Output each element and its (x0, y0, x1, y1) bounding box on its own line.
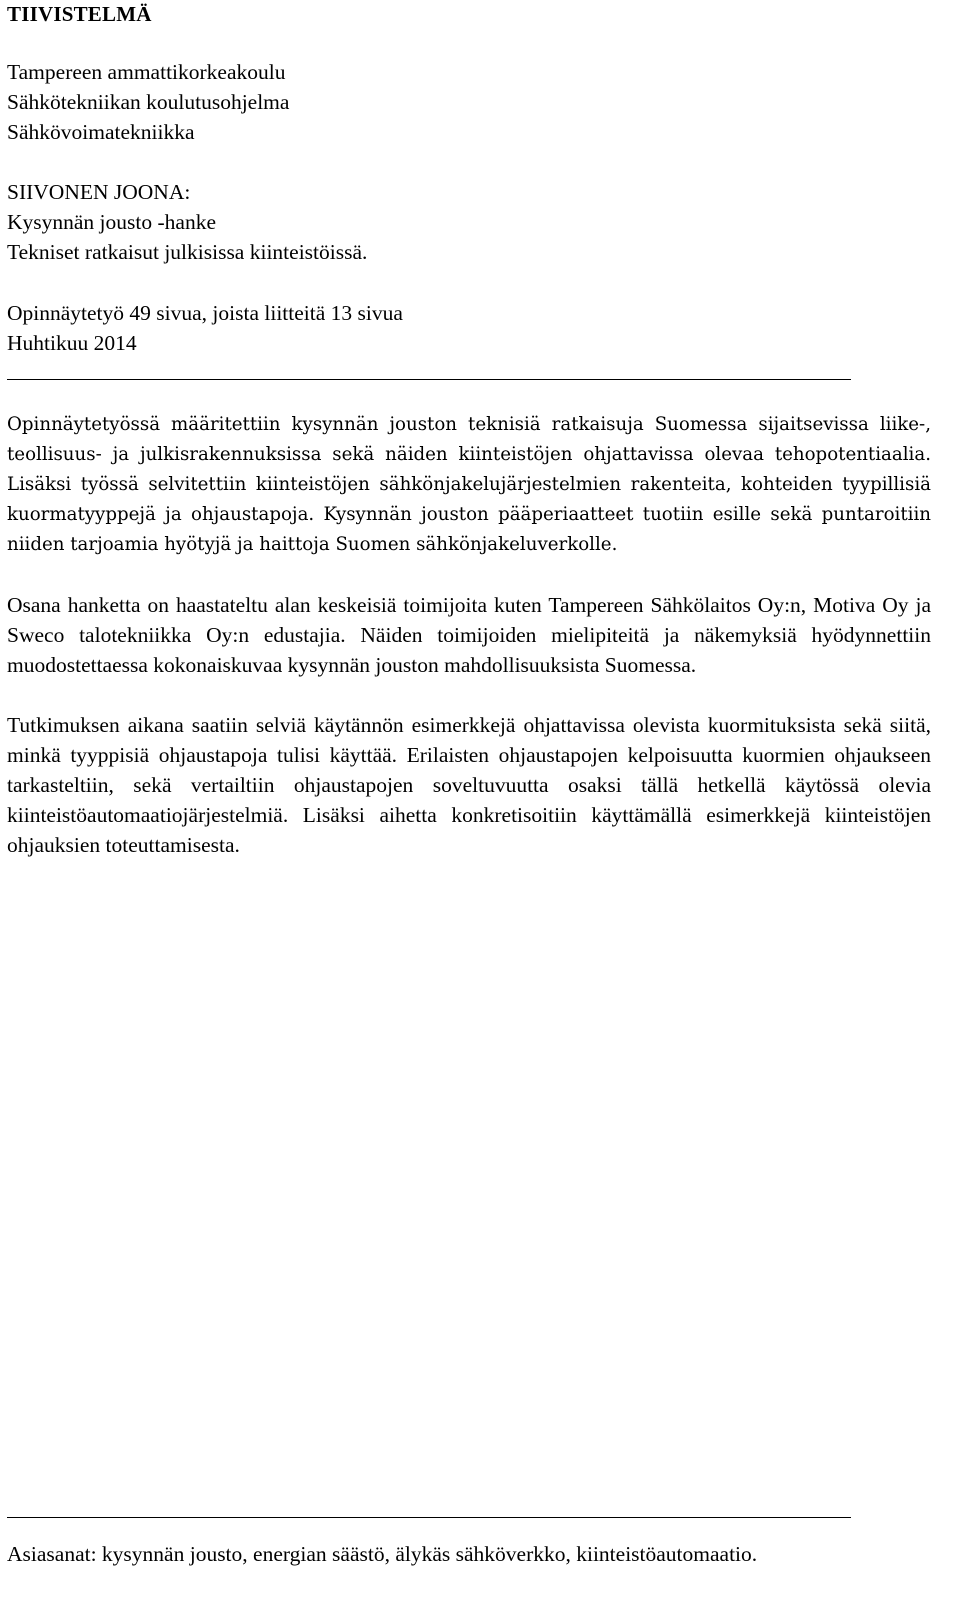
author-info (7, 177, 367, 267)
abstract-body (7, 410, 931, 890)
page-count: Opinnäytetyö 49 sivua, joista liitteitä 13 sivua (7, 301, 403, 325)
school-info (7, 57, 289, 147)
abstract-paragraph: Opinnäytetyössä määritettiin kysynnän jouston teknisiä ratkaisuja Suomessa sijaitsevissa liike-, teollisuus- ja julkisrakennuksissa sekä näiden kiinteistöjen ohjattavissa olevaa tehopotentiaalia. Lisäksi työssä selvitettiin kiinteistöjen sähkönjakelujärjestelmien rakenteita, kohteiden tyypillisiä kuormatyyppejä ja ohjaustapoja. Kysynnän jouston pääperiaatteet tuotiin esille sekä puntaroitiin niiden tarjoamia hyötyjä ja haittoja Suomen sähkönjakeluverkolle. (7, 414, 931, 555)
thesis-date: Huhtikuu 2014 (7, 331, 137, 355)
specialisation: Sähkövoimatekniikka (7, 120, 195, 144)
abstract-paragraph: Tutkimuksen aikana saatiin selviä käytännön esimerkkejä ohjattavissa olevista kuormituksista sekä siitä, minkä tyyppisiä ohjaustapoja tulisi käyttää. Erilaisten ohjaustapojen kelpoisuutta kuormien ohjaukseen tarkasteltiin, sekä vertailtiin ohjaustapojen soveltuvuutta osaksi tällä hetkellä käytössä olevia kiinteistöautomaatiojärjestelmiä. Lisäksi aihetta konkretisoitiin käyttämällä esimerkkejä kiinteistöjen ohjauksien toteuttamisesta. (7, 713, 931, 857)
school-name: Tampereen ammattikorkeakoulu (7, 60, 286, 84)
page-title: TIIVISTELMÄ (7, 2, 152, 26)
thesis-subtitle: Tekniset ratkaisut julkisissa kiinteistöissä. (7, 240, 368, 264)
degree-programme: Sähkötekniikan koulutusohjelma (7, 90, 290, 114)
thesis-title: Kysynnän jousto -hanke (7, 210, 216, 234)
keywords: Asiasanat: kysynnän jousto, energian säästö, älykäs sähköverkko, kiinteistöautomaatio. (7, 1542, 758, 1566)
top-divider (7, 379, 851, 380)
author-name: SIIVONEN JOONA: (7, 180, 191, 204)
bottom-divider (7, 1517, 851, 1518)
abstract-paragraph: Osana hanketta on haastateltu alan keskeisiä toimijoita kuten Tampereen Sähkölaitos Oy:n, Motiva Oy ja Sweco talotekniikka Oy:n edustajia. Näiden toimijoiden mielipiteitä ja näkemyksiä hyödynnettiin muodostettaessa kokonaiskuvaa kysynnän jouston mahdollisuuksista Suomessa. (7, 593, 931, 677)
thesis-meta (7, 298, 403, 358)
